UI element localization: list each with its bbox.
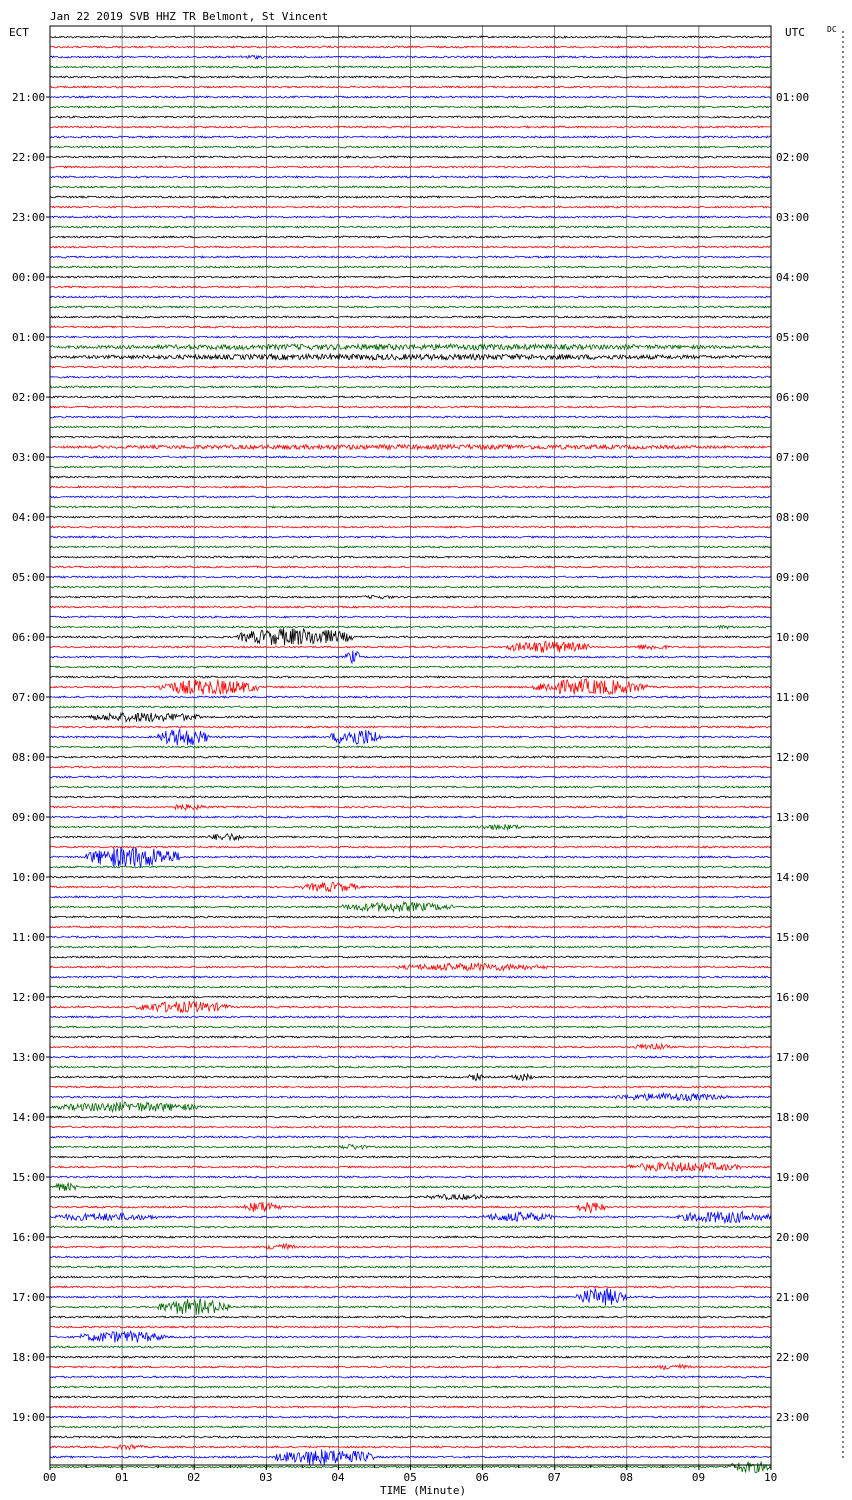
utc-hour-label: 09:00 <box>776 571 810 584</box>
ect-hour-label: 02:00 <box>12 391 46 404</box>
ect-hour-label: 00:00 <box>12 271 46 284</box>
ect-hour-label: 21:00 <box>12 91 46 104</box>
seismic-trace <box>50 466 771 468</box>
utc-hour-label: 02:00 <box>776 151 810 164</box>
ect-hour-label: 15:00 <box>12 1171 46 1184</box>
x-tick-label: 10 <box>764 1471 778 1484</box>
dc-label: DC <box>827 25 837 34</box>
seismic-trace <box>50 996 771 998</box>
left-axis-label: ECT <box>9 26 29 39</box>
utc-hour-label: 23:00 <box>776 1411 810 1424</box>
ect-hour-label: 17:00 <box>12 1291 46 1304</box>
chart-title: Jan 22 2019 SVB HHZ TR Belmont, St Vincent <box>50 10 329 23</box>
utc-hour-label: 21:00 <box>776 1291 810 1304</box>
ect-hour-labels <box>12 91 50 1424</box>
x-tick-label: 01 <box>115 1471 129 1484</box>
utc-hour-label: 01:00 <box>776 91 810 104</box>
x-tick-label: 09 <box>691 1471 706 1484</box>
ect-hour-label: 23:00 <box>12 211 46 224</box>
ect-hour-label: 22:00 <box>12 151 46 164</box>
utc-hour-label: 06:00 <box>776 391 810 404</box>
utc-hour-label: 10:00 <box>776 631 810 644</box>
ect-hour-label: 10:00 <box>12 871 46 884</box>
right-axis-label: UTC <box>785 26 805 39</box>
ect-hour-label: 05:00 <box>12 571 46 584</box>
ect-hour-label: 01:00 <box>12 331 46 344</box>
ect-hour-label: 04:00 <box>12 511 46 524</box>
x-tick-label: 00 <box>43 1471 57 1484</box>
x-tick-label: 02 <box>187 1471 201 1484</box>
x-axis-title: TIME (Minute) <box>380 1484 467 1497</box>
utc-hour-label: 22:00 <box>776 1351 810 1364</box>
seismic-trace <box>50 1316 771 1318</box>
utc-hour-label: 12:00 <box>776 751 810 764</box>
utc-hour-label: 07:00 <box>776 451 810 464</box>
utc-hour-label: 03:00 <box>776 211 810 224</box>
time-grid <box>122 26 699 1465</box>
ect-hour-label: 11:00 <box>12 931 46 944</box>
x-tick-label: 07 <box>547 1471 561 1484</box>
utc-hour-label: 08:00 <box>776 511 810 524</box>
utc-hour-label: 15:00 <box>776 931 810 944</box>
utc-hour-label: 17:00 <box>776 1051 810 1064</box>
ect-hour-label: 09:00 <box>12 811 46 824</box>
utc-hour-label: 16:00 <box>776 991 810 1004</box>
x-tick-label: 03 <box>259 1471 273 1484</box>
x-tick-label: 04 <box>331 1471 345 1484</box>
utc-hour-labels <box>776 91 809 1424</box>
ect-hour-label: 13:00 <box>12 1051 46 1064</box>
utc-hour-label: 05:00 <box>776 331 810 344</box>
ect-hour-label: 18:00 <box>12 1351 46 1364</box>
ect-hour-label: 14:00 <box>12 1111 46 1124</box>
ect-hour-label: 12:00 <box>12 991 46 1004</box>
x-tick-label: 06 <box>475 1471 489 1484</box>
ect-hour-label: 16:00 <box>12 1231 46 1244</box>
x-tick-label: 08 <box>619 1471 634 1484</box>
ect-hour-label: 07:00 <box>12 691 46 704</box>
utc-hour-label: 11:00 <box>776 691 810 704</box>
utc-hour-label: 04:00 <box>776 271 810 284</box>
seismic-trace <box>50 526 771 528</box>
seismic-trace <box>50 606 771 608</box>
utc-hour-label: 14:00 <box>776 871 810 884</box>
x-tick-label: 05 <box>403 1471 417 1484</box>
ect-hour-label: 08:00 <box>12 751 46 764</box>
ect-hour-label: 19:00 <box>12 1411 46 1424</box>
ect-hour-label: 06:00 <box>12 631 46 644</box>
utc-hour-label: 19:00 <box>776 1171 810 1184</box>
utc-hour-label: 18:00 <box>776 1111 810 1124</box>
utc-hour-label: 20:00 <box>776 1231 810 1244</box>
ect-hour-label: 03:00 <box>12 451 46 464</box>
utc-hour-label: 13:00 <box>776 811 810 824</box>
